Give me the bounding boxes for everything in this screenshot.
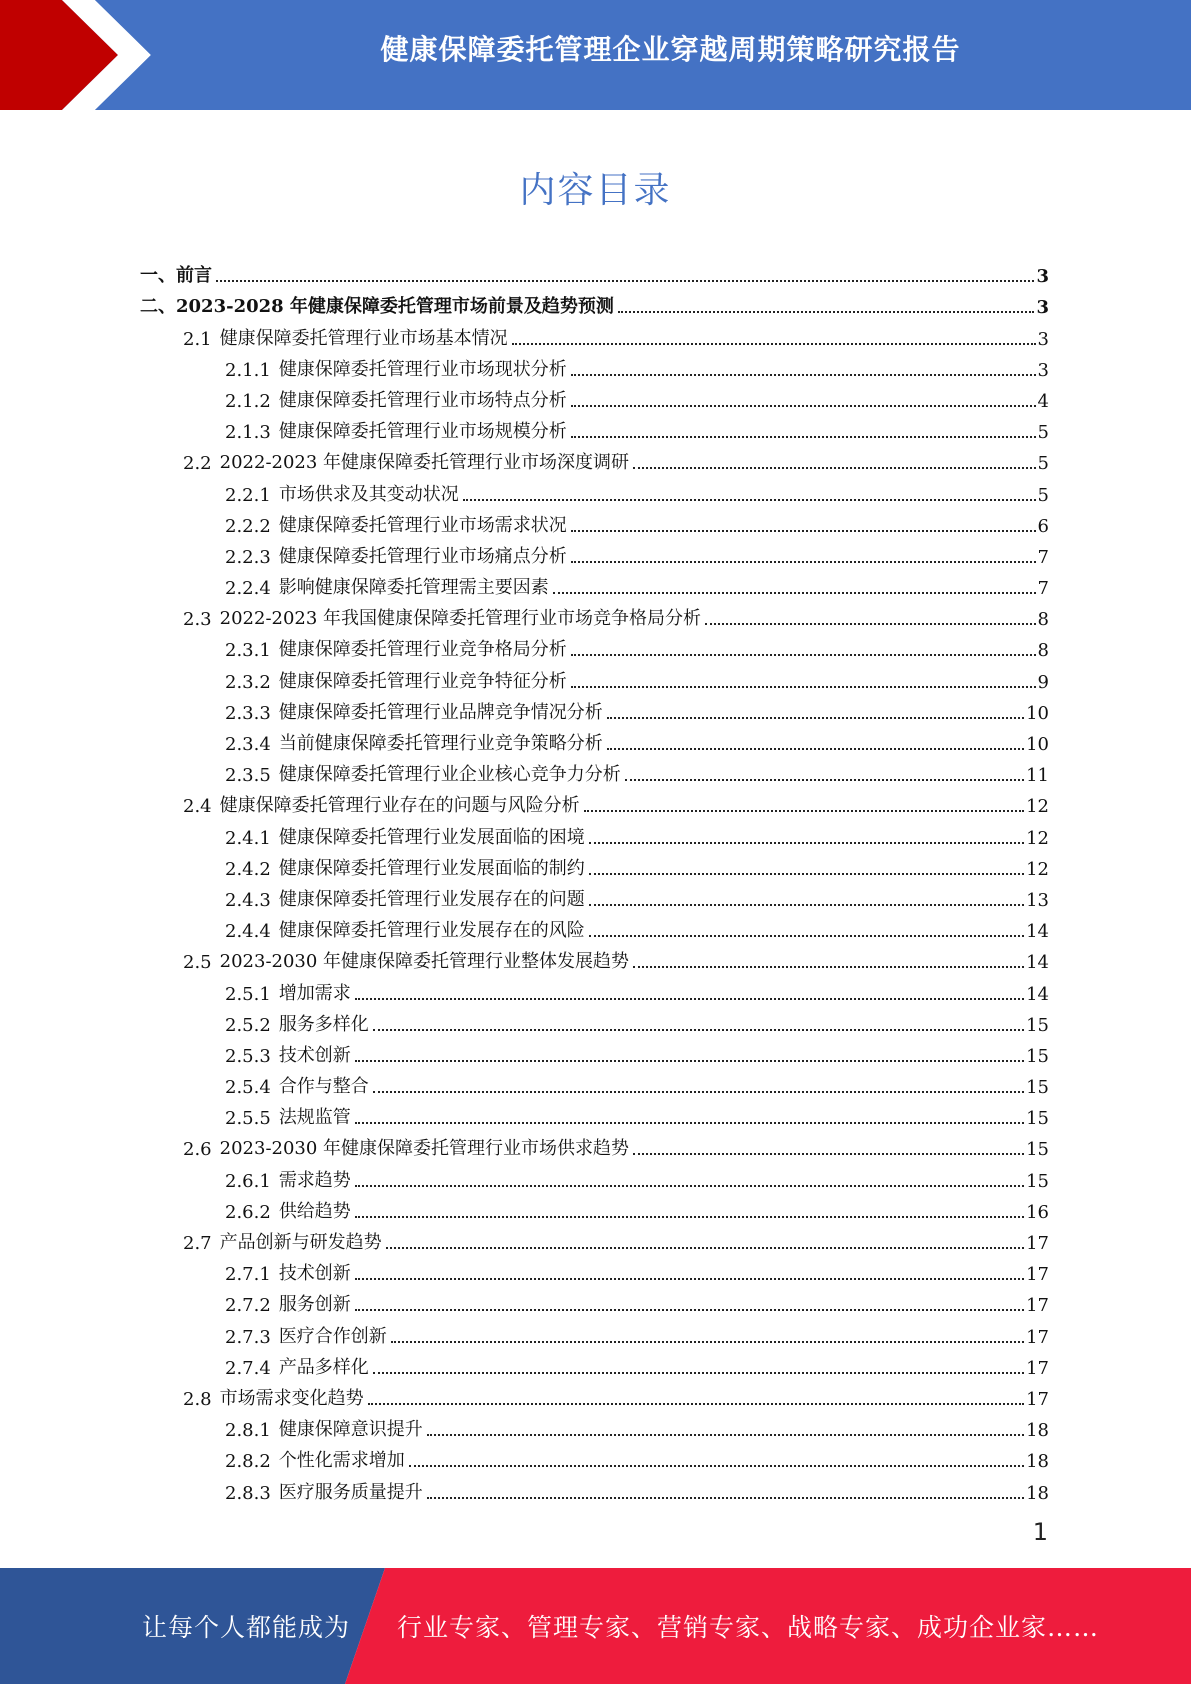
toc-entry-number: 2.7.1 <box>225 1264 271 1286</box>
toc-leader-dots <box>373 1023 1024 1031</box>
toc-entry-title: 健康保障委托管理行业竞争特征分析 <box>278 670 567 692</box>
table-of-contents <box>140 256 1049 1504</box>
toc-entry[interactable] <box>140 412 1049 443</box>
toc-entry-number: 2.6.2 <box>225 1201 271 1223</box>
toc-entry-number: 2.4 <box>183 796 212 818</box>
toc-entry[interactable] <box>140 724 1049 755</box>
toc-entry-page: 17 <box>1026 1357 1049 1379</box>
toc-leader-dots <box>355 992 1024 1000</box>
toc-entry[interactable] <box>140 1160 1049 1191</box>
toc-entry-number: 2.8 <box>183 1388 212 1410</box>
toc-entry-number: 2.1 <box>183 328 212 350</box>
toc-entry-page: 15 <box>1026 1045 1049 1067</box>
toc-entry[interactable] <box>140 942 1049 973</box>
toc-entry-page: 12 <box>1026 858 1049 880</box>
toc-entry-title: 健康保障意识提升 <box>278 1419 423 1441</box>
toc-entry[interactable] <box>140 1410 1049 1441</box>
toc-leader-dots <box>216 274 1034 282</box>
toc-leader-dots <box>571 680 1036 688</box>
toc-entry-number: 2.6 <box>183 1139 212 1161</box>
toc-entry-number: 2.8.1 <box>225 1420 271 1442</box>
toc-entry-page: 12 <box>1026 796 1049 818</box>
toc-entry-title: 供给趋势 <box>278 1200 351 1222</box>
toc-entry-page: 8 <box>1037 640 1049 662</box>
footer-slogan-left: 让每个人都能成为 <box>142 1613 351 1642</box>
toc-leader-dots <box>355 1054 1024 1062</box>
toc-entry-title: 健康保障委托管理行业市场特点分析 <box>278 389 567 411</box>
toc-entry-page: 17 <box>1026 1388 1049 1410</box>
toc-entry[interactable] <box>140 381 1049 412</box>
toc-entry-page: 6 <box>1037 515 1049 537</box>
toc-entry-page: 9 <box>1037 671 1049 693</box>
toc-entry-page: 18 <box>1026 1482 1049 1504</box>
toc-entry-page: 3 <box>1036 297 1049 319</box>
toc-entry-number: 2.4.1 <box>225 827 271 849</box>
toc-entry-number: 2.5.4 <box>225 1077 271 1099</box>
toc-entry-title: 个性化需求增加 <box>278 1450 405 1472</box>
toc-entry-title: 健康保障委托管理行业市场现状分析 <box>278 358 567 380</box>
toc-leader-dots <box>571 430 1036 438</box>
toc-entry-number: 2.6.1 <box>225 1170 271 1192</box>
toc-leader-dots <box>355 1272 1024 1280</box>
toc-entry[interactable] <box>140 661 1049 692</box>
toc-entry-page: 18 <box>1026 1420 1049 1442</box>
toc-entry-number: 2.2.3 <box>225 546 271 568</box>
toc-entry[interactable] <box>140 1348 1049 1379</box>
toc-entry[interactable] <box>140 1067 1049 1098</box>
toc-entry[interactable] <box>140 256 1049 287</box>
toc-entry-number: 2.3.5 <box>225 765 271 787</box>
toc-entry-title: 健康保障委托管理行业市场基本情况 <box>219 327 508 349</box>
toc-leader-dots <box>633 1147 1024 1155</box>
toc-entry-number: 2.8.2 <box>225 1451 271 1473</box>
toc-entry[interactable] <box>140 755 1049 786</box>
toc-entry[interactable] <box>140 693 1049 724</box>
toc-entry-number: 2.2.4 <box>225 578 271 600</box>
toc-entry[interactable] <box>140 443 1049 474</box>
toc-leader-dots <box>427 1491 1024 1499</box>
toc-entry-title: 市场供求及其变动状况 <box>278 483 459 505</box>
toc-leader-dots <box>589 836 1024 844</box>
toc-entry-page: 13 <box>1026 889 1049 911</box>
toc-entry[interactable] <box>140 849 1049 880</box>
toc-leader-dots <box>368 1397 1024 1405</box>
toc-entry-page: 5 <box>1037 422 1049 444</box>
toc-entry-number: 2.5.5 <box>225 1108 271 1130</box>
toc-entry-number: 2.3.3 <box>225 702 271 724</box>
footer-banner <box>0 1568 1191 1684</box>
toc-entry-number: 2.7.4 <box>225 1357 271 1379</box>
toc-entry-number: 2.3 <box>183 609 212 631</box>
toc-entry-page: 8 <box>1037 609 1049 631</box>
toc-entry-page: 4 <box>1037 390 1049 412</box>
toc-entry-page: 15 <box>1026 1077 1049 1099</box>
toc-entry-number: 2.2 <box>183 453 212 475</box>
toc-entry[interactable] <box>140 318 1049 349</box>
toc-leader-dots <box>386 1241 1024 1249</box>
toc-entry-title: 医疗服务质量提升 <box>278 1481 423 1503</box>
toc-entry-title: 法规监管 <box>278 1107 351 1129</box>
toc-leader-dots <box>463 493 1036 501</box>
toc-entry[interactable] <box>140 537 1049 568</box>
toc-entry[interactable] <box>140 350 1049 381</box>
toc-entry[interactable] <box>140 630 1049 661</box>
toc-entry-number: 一、 <box>140 265 176 287</box>
toc-entry-page: 10 <box>1026 702 1049 724</box>
toc-entry[interactable] <box>140 817 1049 848</box>
toc-leader-dots <box>633 461 1035 469</box>
toc-entry-number: 2.4.3 <box>225 889 271 911</box>
toc-entry-title: 前言 <box>176 265 212 287</box>
toc-entry-page: 15 <box>1026 1170 1049 1192</box>
toc-leader-dots <box>607 742 1024 750</box>
toc-entry[interactable] <box>140 786 1049 817</box>
toc-entry-title: 增加需求 <box>278 982 351 1004</box>
toc-leader-dots <box>625 773 1024 781</box>
toc-leader-dots <box>618 305 1035 313</box>
toc-leader-dots <box>512 337 1036 345</box>
toc-leader-dots <box>571 555 1036 563</box>
toc-entry-page: 16 <box>1026 1201 1049 1223</box>
toc-entry-page: 3 <box>1036 266 1049 288</box>
toc-entry[interactable] <box>140 1379 1049 1410</box>
toc-entry-page: 5 <box>1037 484 1049 506</box>
toc-entry-number: 2.2.2 <box>225 515 271 537</box>
toc-leader-dots <box>355 1116 1024 1124</box>
toc-entry[interactable] <box>140 1223 1049 1254</box>
toc-entry-page: 18 <box>1026 1451 1049 1473</box>
toc-entry-number: 2.5.2 <box>225 1014 271 1036</box>
toc-entry[interactable] <box>140 1129 1049 1160</box>
toc-entry-number: 2.3.2 <box>225 671 271 693</box>
toc-leader-dots <box>355 1303 1024 1311</box>
toc-entry-page: 3 <box>1037 359 1049 381</box>
toc-entry-number: 2.1.3 <box>225 422 271 444</box>
toc-entry[interactable] <box>140 506 1049 537</box>
toc-entry[interactable] <box>140 1316 1049 1347</box>
toc-leader-dots <box>409 1459 1024 1467</box>
toc-entry-number: 2.7.2 <box>225 1295 271 1317</box>
toc-entry[interactable] <box>140 1285 1049 1316</box>
toc-entry-title: 健康保障委托管理行业市场规模分析 <box>278 421 567 443</box>
toc-entry[interactable] <box>140 1036 1049 1067</box>
toc-entry-title: 技术创新 <box>278 1263 351 1285</box>
toc-entry-number: 2.4.4 <box>225 921 271 943</box>
toc-leader-dots <box>553 586 1036 594</box>
toc-entry-page: 17 <box>1026 1264 1049 1286</box>
toc-entry-title: 2022-2023 年健康保障委托管理行业市场深度调研 <box>219 452 630 474</box>
toc-leader-dots <box>427 1428 1024 1436</box>
toc-heading: 内容目录 <box>519 170 672 211</box>
toc-entry-title: 健康保障委托管理行业竞争格局分析 <box>278 639 567 661</box>
toc-entry[interactable] <box>140 1005 1049 1036</box>
toc-leader-dots <box>373 1366 1024 1374</box>
toc-leader-dots <box>589 898 1024 906</box>
toc-leader-dots <box>705 617 1035 625</box>
toc-entry[interactable] <box>140 880 1049 911</box>
toc-leader-dots <box>589 867 1024 875</box>
toc-entry-title: 服务创新 <box>278 1294 351 1316</box>
footer-slogan-right: 行业专家、管理专家、营销专家、战略专家、成功企业家…… <box>397 1613 1100 1642</box>
toc-entry-title: 健康保障委托管理行业企业核心竞争力分析 <box>278 764 621 786</box>
toc-entry-page: 14 <box>1026 921 1049 943</box>
toc-entry-number: 二、 <box>140 296 176 318</box>
toc-entry-number: 2.3.1 <box>225 640 271 662</box>
toc-leader-dots <box>391 1335 1024 1343</box>
toc-entry[interactable] <box>140 599 1049 630</box>
toc-entry-title: 健康保障委托管理行业发展存在的风险 <box>278 920 585 942</box>
toc-leader-dots <box>355 1210 1024 1218</box>
toc-entry-number: 2.3.4 <box>225 734 271 755</box>
toc-leader-dots <box>607 711 1024 719</box>
toc-entry-page: 11 <box>1026 765 1049 787</box>
toc-leader-dots <box>571 399 1036 407</box>
toc-entry-title: 技术创新 <box>278 1044 351 1066</box>
toc-entry-title: 合作与整合 <box>278 1076 369 1098</box>
toc-entry-number: 2.2.1 <box>225 484 271 506</box>
toc-entry-title: 2023-2030 年健康保障委托管理行业整体发展趋势 <box>219 951 630 973</box>
toc-leader-dots <box>633 960 1024 968</box>
toc-leader-dots <box>373 1085 1024 1093</box>
toc-entry-title: 健康保障委托管理行业市场痛点分析 <box>278 545 567 567</box>
toc-entry-title: 健康保障委托管理行业发展面临的困境 <box>278 826 585 848</box>
toc-leader-dots <box>571 648 1036 656</box>
toc-entry-page: 15 <box>1026 1014 1049 1036</box>
toc-entry-title: 产品多样化 <box>278 1356 369 1378</box>
toc-entry-title: 健康保障委托管理行业品牌竞争情况分析 <box>278 701 603 723</box>
toc-entry-number: 2.1.2 <box>225 390 271 412</box>
toc-entry-page: 14 <box>1026 952 1049 974</box>
toc-entry-number: 2.5.1 <box>225 983 271 1005</box>
toc-entry-number: 2.1.1 <box>225 359 271 381</box>
toc-leader-dots <box>584 804 1024 812</box>
toc-entry-page: 17 <box>1026 1326 1049 1348</box>
toc-entry-page: 14 <box>1026 983 1049 1005</box>
toc-entry-title: 2022-2023 年我国健康保障委托管理行业市场竞争格局分析 <box>219 608 702 630</box>
toc-entry-page: 17 <box>1026 1295 1049 1317</box>
toc-entry-page: 10 <box>1026 734 1049 755</box>
toc-entry[interactable] <box>140 1472 1049 1503</box>
toc-entry-page: 3 <box>1037 328 1049 350</box>
toc-entry-page: 5 <box>1037 453 1049 475</box>
toc-entry-number: 2.7 <box>183 1233 212 1254</box>
toc-entry[interactable] <box>140 911 1049 942</box>
toc-entry-title: 医疗合作创新 <box>278 1325 387 1347</box>
toc-entry-page: 15 <box>1026 1108 1049 1130</box>
toc-entry-title: 服务多样化 <box>278 1013 369 1035</box>
toc-entry-title: 产品创新与研发趋势 <box>219 1232 382 1253</box>
toc-entry-number: 2.4.2 <box>225 858 271 880</box>
header-arrow-graphic <box>0 0 160 110</box>
toc-entry-page: 15 <box>1026 1139 1049 1161</box>
toc-entry[interactable] <box>140 973 1049 1004</box>
toc-entry[interactable] <box>140 568 1049 599</box>
toc-leader-dots <box>571 524 1036 532</box>
toc-entry-page: 7 <box>1037 578 1049 600</box>
toc-entry-number: 2.7.3 <box>225 1326 271 1348</box>
toc-entry[interactable] <box>140 287 1049 318</box>
toc-entry-title: 市场需求变化趋势 <box>219 1387 364 1409</box>
toc-entry[interactable] <box>140 1441 1049 1472</box>
toc-leader-dots <box>571 368 1036 376</box>
page-number: 1 <box>1032 1518 1048 1546</box>
toc-entry-title: 健康保障委托管理行业市场需求状况 <box>278 514 567 536</box>
toc-entry-title: 2023-2030 年健康保障委托管理行业市场供求趋势 <box>219 1138 630 1160</box>
toc-entry-number: 2.5 <box>183 952 212 974</box>
toc-entry[interactable] <box>140 474 1049 505</box>
toc-entry-title: 2023-2028 年健康保障委托管理市场前景及趋势预测 <box>176 296 614 318</box>
toc-entry[interactable] <box>140 1192 1049 1223</box>
report-title: 健康保障委托管理企业穿越周期策略研究报告 <box>380 33 961 66</box>
toc-entry-title: 当前健康保障委托管理行业竞争策略分析 <box>278 733 603 754</box>
toc-entry-number: 2.5.3 <box>225 1045 271 1067</box>
toc-entry-page: 12 <box>1026 827 1049 849</box>
toc-leader-dots <box>589 929 1024 937</box>
toc-entry-title: 健康保障委托管理行业发展面临的制约 <box>278 857 585 879</box>
toc-entry-number: 2.8.3 <box>225 1482 271 1504</box>
toc-entry[interactable] <box>140 1098 1049 1129</box>
toc-leader-dots <box>355 1179 1024 1187</box>
header-banner <box>0 0 1191 110</box>
toc-entry[interactable] <box>140 1254 1049 1285</box>
toc-entry-title: 需求趋势 <box>278 1169 351 1191</box>
toc-entry-page: 7 <box>1037 546 1049 568</box>
toc-entry-title: 健康保障委托管理行业发展存在的问题 <box>278 888 585 910</box>
toc-entry-title: 健康保障委托管理行业存在的问题与风险分析 <box>219 795 580 817</box>
toc-entry-page: 17 <box>1026 1233 1049 1254</box>
toc-entry-title: 影响健康保障委托管理需主要因素 <box>278 577 549 599</box>
